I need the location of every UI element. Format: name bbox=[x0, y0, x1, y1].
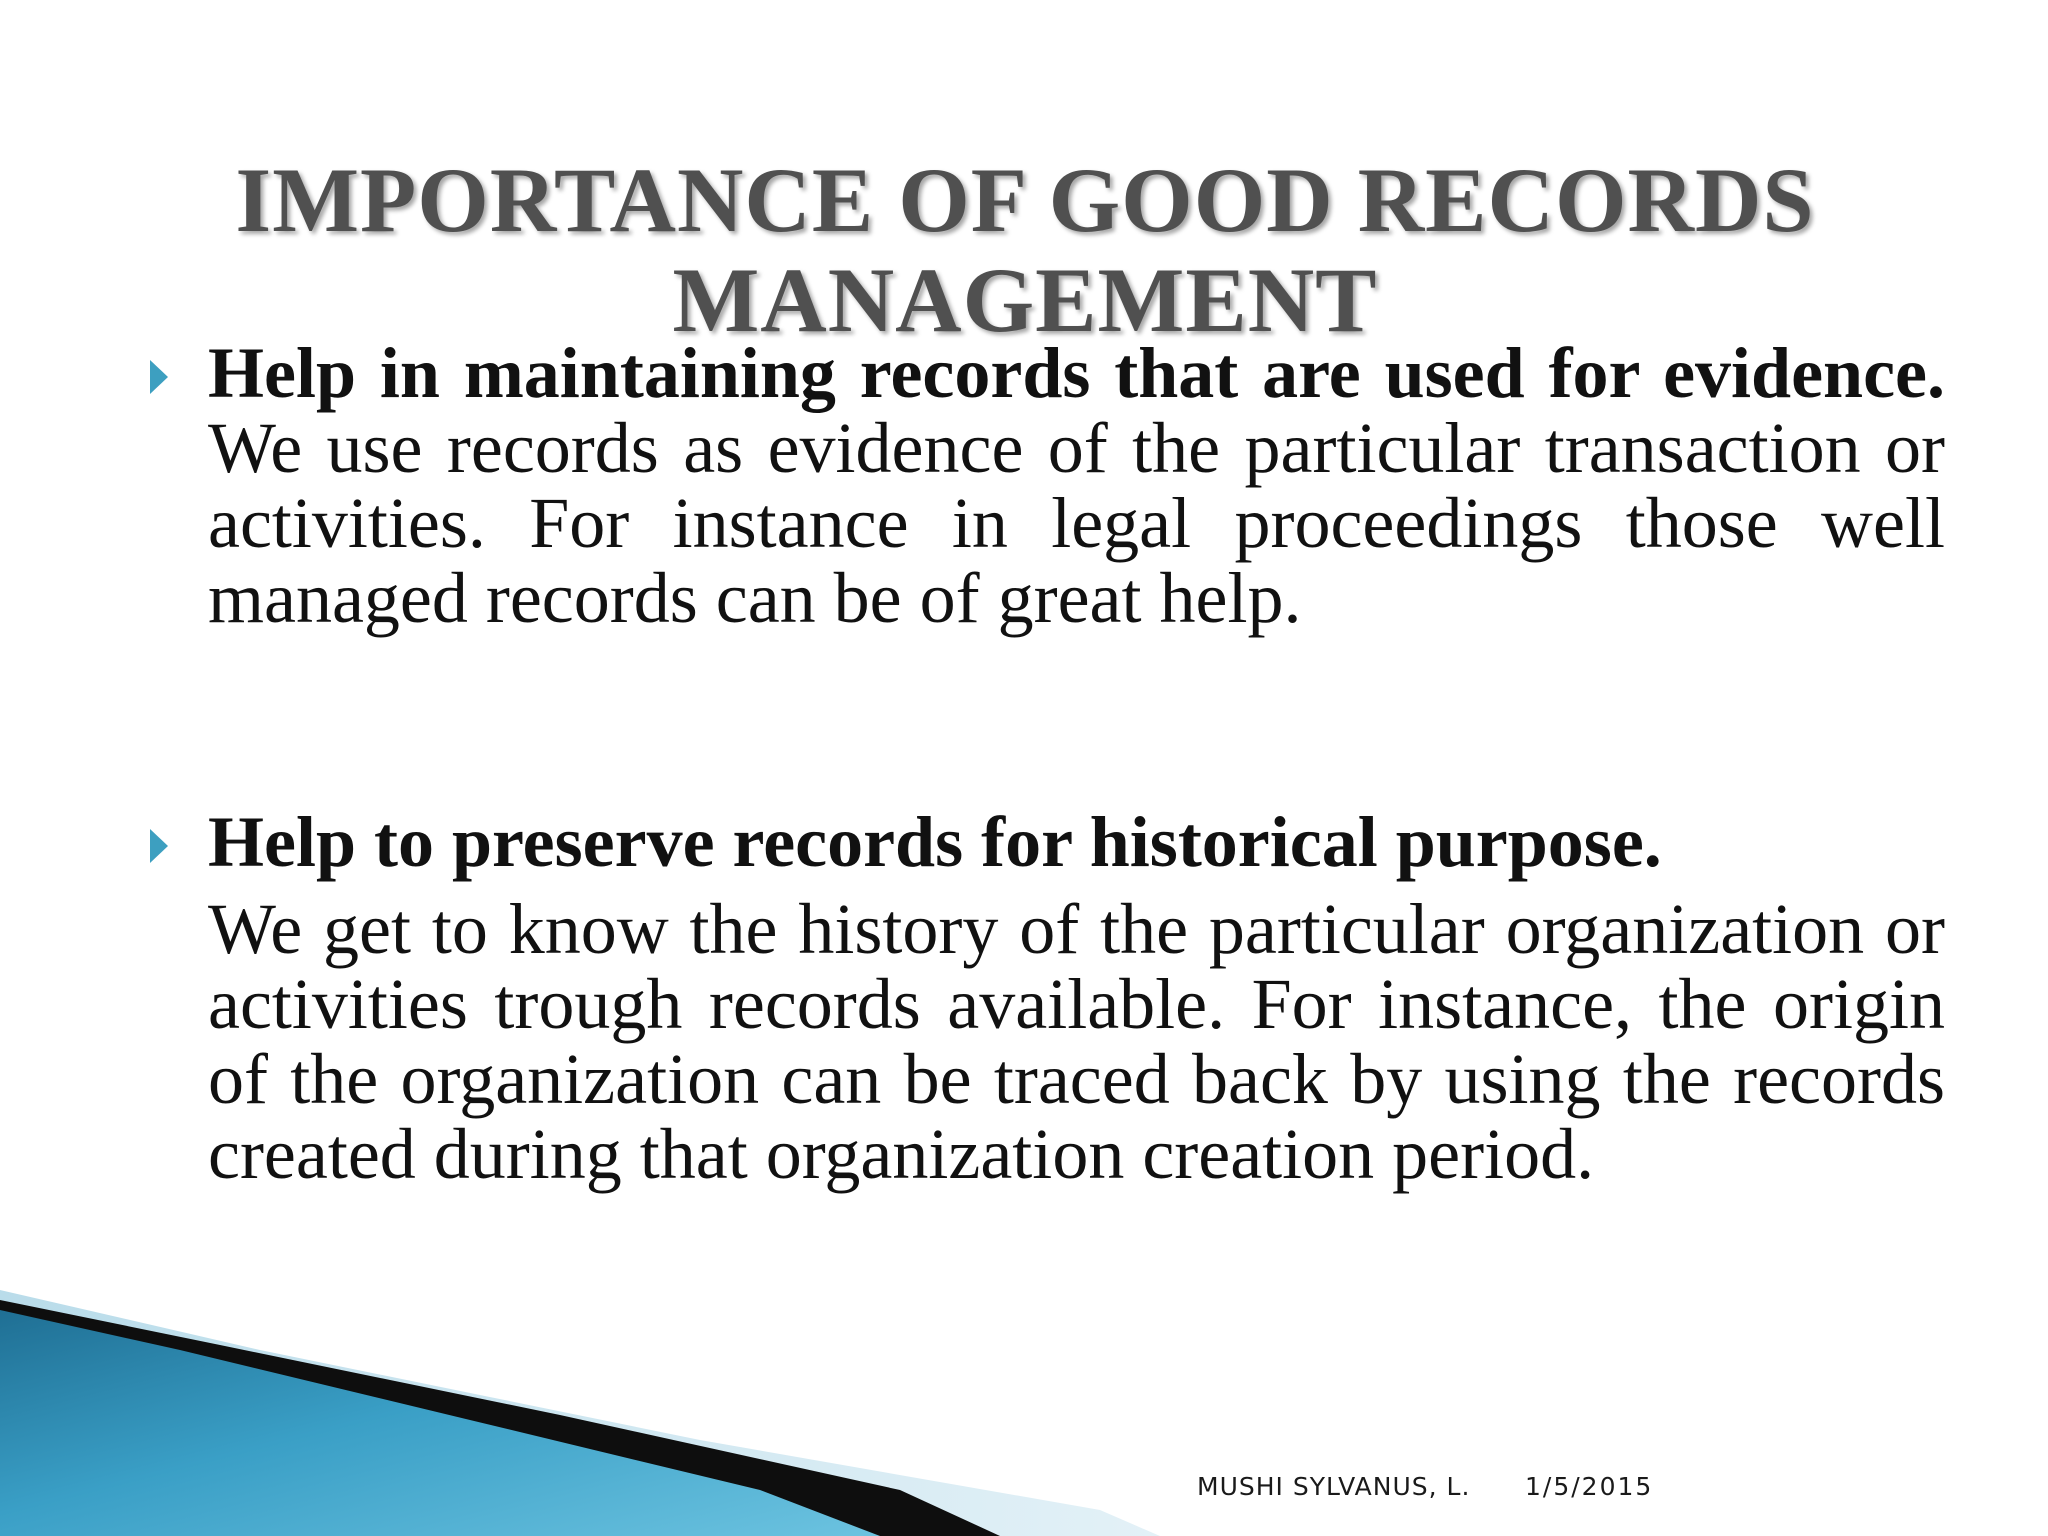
bullet-item bbox=[150, 802, 1945, 1194]
footer-date: 1/5/2015 bbox=[1525, 1472, 1654, 1501]
triangle-right-icon bbox=[150, 360, 168, 394]
bullet-heading: Help in maintaining records that are used for evidence. bbox=[208, 333, 1945, 413]
bullet-text bbox=[208, 333, 1945, 638]
footer-author: MUSHI SYLVANUS, L. bbox=[1197, 1472, 1471, 1501]
slide-title: IMPORTANCE OF GOOD RECORDS MANAGEMENT bbox=[235, 149, 1815, 351]
bullet-body: We use records as evidence of the particular transaction or activities. For instance in legal proceedings those well managed records can be of great help. bbox=[208, 408, 1945, 638]
triangle-right-icon bbox=[150, 829, 168, 863]
swoosh-blue-band bbox=[0, 1310, 880, 1536]
bullet-heading: Help to preserve records for historical purpose. bbox=[208, 802, 1662, 882]
bullet-item bbox=[150, 333, 1945, 638]
bullet-body: We get to know the history of the particular organization or activities trough records available. For instance, the origin of the organization can be traced back by using the records created during that organization creation period. bbox=[208, 889, 1945, 1194]
bullet-text bbox=[208, 802, 1945, 882]
